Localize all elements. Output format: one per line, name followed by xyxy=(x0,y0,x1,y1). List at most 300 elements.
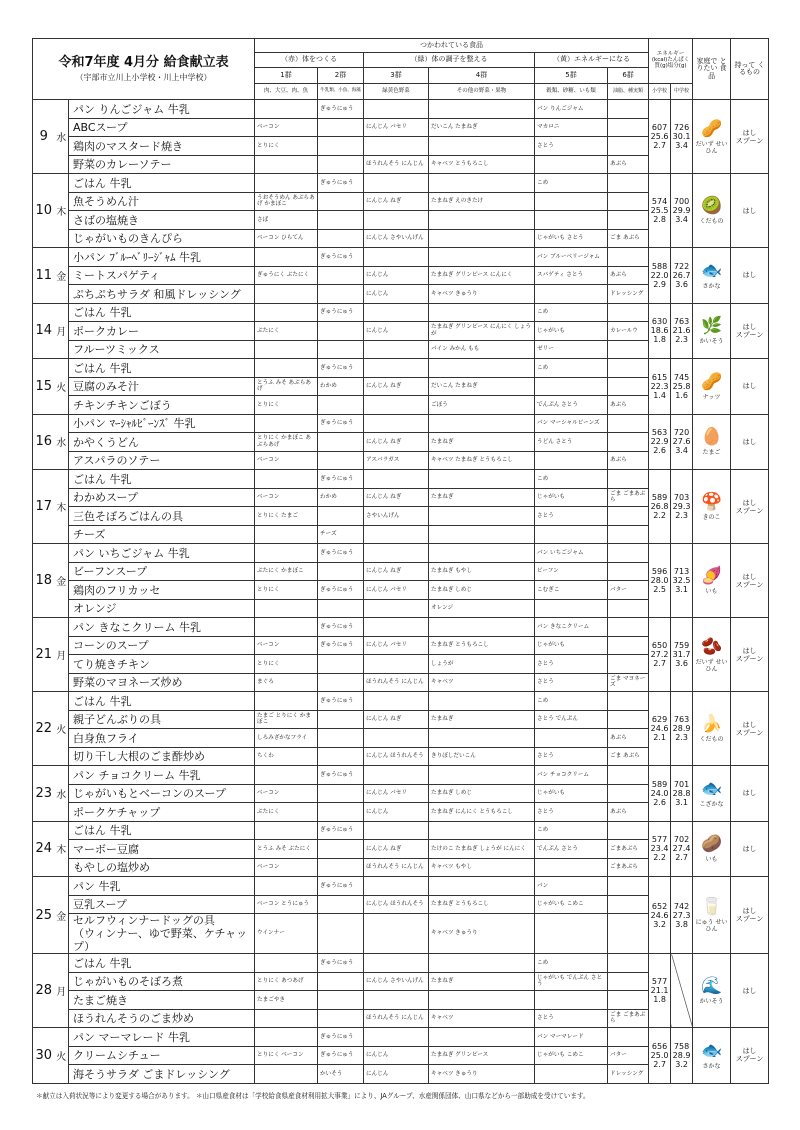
menu-item: ポークケチャップ xyxy=(69,803,255,822)
group-6-ingredients xyxy=(608,174,649,193)
group-5-ingredients: パン いちごジャム xyxy=(535,544,608,563)
group-3-ingredients: ほうれんそう にんじん xyxy=(364,858,429,877)
menu-item: わかめスープ xyxy=(69,488,255,507)
group-4-ingredients: たまねぎ xyxy=(429,972,535,991)
group-5-ingredients: さとう xyxy=(535,655,608,674)
group-6-ingredients xyxy=(608,914,649,954)
group-4-ingredients xyxy=(429,954,535,973)
menu-row xyxy=(33,618,769,637)
group-2-ingredients xyxy=(318,155,364,174)
bring-header: 持って くるもの xyxy=(731,39,769,100)
energy-value: 702 xyxy=(673,835,690,845)
nutrition-junior-high xyxy=(671,248,693,304)
menu-item: 親子どんぶりの具 xyxy=(69,710,255,729)
home-food-cell xyxy=(693,1028,731,1084)
nutrition-junior-high xyxy=(671,470,693,544)
menu-item: クリームシチュー xyxy=(69,1046,255,1065)
group-1-ingredients: とうふ みそ ぶたにく xyxy=(255,840,318,859)
group-4-ingredients: だいこん たまねぎ xyxy=(429,118,535,137)
group-4-ingredients: たまねぎ とうもろこし xyxy=(429,636,535,655)
home-food-cell xyxy=(693,692,731,766)
group-5-ingredients xyxy=(535,211,608,230)
menu-item: ポークカレー xyxy=(69,322,255,341)
group-1-ingredients xyxy=(255,1028,318,1047)
menu-item: チーズ xyxy=(69,525,255,544)
protein-value: 28.0 xyxy=(650,576,669,585)
energy-value: 745 xyxy=(673,372,690,382)
group-3-ingredients xyxy=(364,544,429,563)
group-4-ingredients xyxy=(429,729,535,748)
energy-value: 650 xyxy=(651,641,668,650)
food-icon: 🥝 xyxy=(700,196,723,216)
nutrition-junior-high xyxy=(671,692,693,766)
group-3-ingredients: にんじん ねぎ xyxy=(364,840,429,859)
food-icon: 🥚 xyxy=(700,427,723,448)
group-2-ingredients xyxy=(318,803,364,822)
salt-value: 1.8 xyxy=(653,335,666,345)
group-3-ingredients xyxy=(364,525,429,544)
group-1-ingredients: たまごやき xyxy=(255,991,318,1010)
group-4-ingredients xyxy=(429,100,535,119)
group-4-ingredients xyxy=(429,821,535,840)
group-1-ingredients: とりにく xyxy=(255,655,318,674)
menu-item: 豆腐のみそ汁 xyxy=(69,377,255,396)
group-5-ingredients: こめ xyxy=(535,359,608,378)
nutrition-elementary xyxy=(649,544,671,618)
group-2-ingredients xyxy=(318,211,364,230)
group-2-ingredients xyxy=(318,710,364,729)
protein-value: 26.8 xyxy=(650,502,669,511)
group-1-ingredients: ベーコン xyxy=(255,858,318,877)
group-2-ingredients: ぎゅうにゅう xyxy=(318,470,364,489)
group-6-ingredients xyxy=(608,470,649,489)
nutrition-elementary xyxy=(649,359,671,415)
menu-item: 魚そうめん汁 xyxy=(69,192,255,211)
protein-value: 25.6 xyxy=(650,132,669,141)
group-3-ingredients xyxy=(364,248,429,267)
group-4-ingredients xyxy=(429,1028,535,1047)
group-6-ingredients xyxy=(608,340,649,359)
group-3-ingredients: にんじん ねぎ xyxy=(364,562,429,581)
salt-value: 3.6 xyxy=(675,659,688,668)
group-3-ingredients: にんじん ねぎ xyxy=(364,433,429,452)
group-6-ingredients: ごまあぶら xyxy=(608,858,649,877)
red-group-header: （赤）体をつくる xyxy=(255,53,364,68)
salt-value: 3.4 xyxy=(675,215,688,224)
food-icon: 🐟 xyxy=(700,260,723,281)
group-4-ingredients xyxy=(429,137,535,156)
nutrition-elementary xyxy=(649,877,671,954)
group-3-ingredients: アスパラガス xyxy=(364,451,429,470)
menu-item: たまご焼き xyxy=(69,991,255,1010)
food-icon: 🫘 xyxy=(700,636,723,657)
home-food-cell xyxy=(693,821,731,877)
energy-value: 577 xyxy=(651,835,668,845)
group-1-ingredients: ベーコン xyxy=(255,488,318,507)
group-3-ingredients: にんじん パセリ xyxy=(364,784,429,803)
group-2-ingredients xyxy=(318,433,364,452)
group-5-ingredients: パン xyxy=(535,877,608,896)
group-3-ingredients xyxy=(364,991,429,1010)
group-3-ingredients xyxy=(364,692,429,711)
menu-item: パン きなこクリーム 牛乳 xyxy=(69,618,255,637)
group-5-ingredients xyxy=(535,155,608,174)
group-4-ingredients: ごぼう xyxy=(429,396,535,415)
group-2-ingredients: ぎゅうにゅう xyxy=(318,414,364,433)
group-1-ingredients: ベーコン xyxy=(255,636,318,655)
protein-value: 24.0 xyxy=(650,788,669,798)
day-number: 24 xyxy=(33,821,55,877)
junior-high-header: 中学校 xyxy=(671,84,693,100)
group-1-ingredients: とりにく xyxy=(255,137,318,156)
nutrition-elementary xyxy=(649,766,671,822)
group-6-ingredients xyxy=(608,359,649,378)
group-3-ingredients xyxy=(364,618,429,637)
energy-value: 630 xyxy=(651,317,668,327)
group-5-ingredients: じゃがいも こめこ xyxy=(535,1046,608,1065)
weekday: 金 xyxy=(55,248,69,304)
group-6-ingredients xyxy=(608,991,649,1010)
menu-item: 野菜のマヨネーズ炒め xyxy=(69,673,255,692)
salt-value: 3.1 xyxy=(675,797,688,807)
menu-row xyxy=(33,359,769,378)
group-4-desc: その他の野菜・果物 xyxy=(429,84,535,100)
bring-items: はし xyxy=(731,821,769,877)
group-1-ingredients: ぎゅうにく ぶたにく xyxy=(255,266,318,285)
day-number: 17 xyxy=(33,470,55,544)
group-2-ingredients: ぎゅうにゅう xyxy=(318,581,364,600)
group-5-ingredients: さとう xyxy=(535,747,608,766)
group-6-ingredients xyxy=(608,766,649,785)
weekday: 金 xyxy=(55,877,69,954)
group-1-ingredients: ベーコン xyxy=(255,451,318,470)
energy-value: 652 xyxy=(651,901,668,911)
group-5-ingredients: パン チョコクリーム xyxy=(535,766,608,785)
group-3-desc: 緑黄色野菜 xyxy=(364,84,429,100)
protein-value: 26.7 xyxy=(672,270,691,280)
group-2-ingredients: ぎゅうにゅう xyxy=(318,1028,364,1047)
group-6-ingredients: あぶら xyxy=(608,451,649,470)
group-5-ingredients xyxy=(535,729,608,748)
group-2-ingredients: ぎゅうにゅう xyxy=(318,303,364,322)
menu-item: オレンジ xyxy=(69,599,255,618)
home-food-cell xyxy=(693,618,731,692)
group-3-ingredients: にんじん ねぎ xyxy=(364,192,429,211)
group-4-ingredients: キャベツ たまねぎ とうもろこし xyxy=(429,451,535,470)
energy-value: 588 xyxy=(651,261,668,271)
weekday: 火 xyxy=(55,359,69,415)
group-6-ingredients xyxy=(608,1028,649,1047)
salt-value: 2.3 xyxy=(675,511,688,520)
group-2-ingredients xyxy=(318,118,364,137)
food-icon: 🍠 xyxy=(700,566,723,586)
day-number: 15 xyxy=(33,359,55,415)
group-4-ingredients: オレンジ xyxy=(429,599,535,618)
energy-value: 700 xyxy=(673,197,690,206)
nutrition-junior-high xyxy=(671,877,693,954)
energy-value: 742 xyxy=(673,901,690,911)
menu-item: 海そうサラダ ごまドレッシング xyxy=(69,1065,255,1084)
food-icon: 🌿 xyxy=(700,316,723,337)
home-food-cell xyxy=(693,174,731,248)
group-2-ingredients xyxy=(318,562,364,581)
menu-item: てり焼きチキン xyxy=(69,655,255,674)
group-1-ingredients: ベーコン とうにゅう xyxy=(255,895,318,914)
energy-value: 720 xyxy=(673,428,690,438)
group-5-ingredients: パン マーマレード xyxy=(535,1028,608,1047)
group-2-ingredients xyxy=(318,655,364,674)
group-4-ingredients: パイン みかん もも xyxy=(429,340,535,359)
menu-item: ほうれんそうのごま炒め xyxy=(69,1009,255,1028)
group-4-ingredients: キャベツ とうもろこし xyxy=(429,155,535,174)
salt-value: 3.8 xyxy=(675,919,688,929)
protein-value: 24.6 xyxy=(650,910,669,920)
group-5-ingredients: さとう xyxy=(535,137,608,156)
day-number: 30 xyxy=(33,1028,55,1084)
group-4-ingredients xyxy=(429,618,535,637)
menu-table xyxy=(32,38,769,1084)
weekday: 月 xyxy=(55,303,69,359)
group-1-ingredients: ちくわ xyxy=(255,747,318,766)
home-food-label: だいず せいひん xyxy=(695,658,728,673)
group-4-ingredients: たまねぎ xyxy=(429,433,535,452)
group-6-ingredients: ごま マヨネーズ xyxy=(608,673,649,692)
group-1-ingredients: しろみざかなフライ xyxy=(255,729,318,748)
home-food-label: ナッツ xyxy=(702,393,721,401)
group-6-ingredients: カレールウ xyxy=(608,322,649,341)
group-1-ingredients xyxy=(255,954,318,973)
menu-item: ごはん 牛乳 xyxy=(69,470,255,489)
bring-items: はし xyxy=(731,248,769,304)
group-5-ingredients: じゃがいも さとう xyxy=(535,229,608,248)
energy-value: 763 xyxy=(673,715,690,724)
weekday: 木 xyxy=(55,174,69,248)
group-6-ingredients xyxy=(608,525,649,544)
group-5-ingredients: さとう xyxy=(535,803,608,822)
group-1-ingredients xyxy=(255,1065,318,1084)
salt-value: 2.5 xyxy=(653,585,666,594)
group-4-ingredients xyxy=(429,877,535,896)
group-4-ingredients xyxy=(429,525,535,544)
salt-value: 1.6 xyxy=(675,390,688,400)
weekday: 火 xyxy=(55,692,69,766)
bring-items: はし xyxy=(731,766,769,822)
group-1-ingredients xyxy=(255,174,318,193)
group-2-ingredients xyxy=(318,137,364,156)
nutrition-elementary xyxy=(649,303,671,359)
group-4-ingredients: キャベツ きゅうり xyxy=(429,1065,535,1084)
group-5-ingredients: こめ xyxy=(535,174,608,193)
home-food-label: くだもの xyxy=(699,218,724,225)
energy-value: 722 xyxy=(673,261,690,271)
nutrition-elementary xyxy=(649,692,671,766)
menu-row xyxy=(33,1028,769,1047)
group-1-ingredients: ベーコン xyxy=(255,784,318,803)
group-6-ingredients: あぶら xyxy=(608,266,649,285)
group-2-ingredients xyxy=(318,784,364,803)
nutrition-junior-high xyxy=(671,303,693,359)
nutrition-junior-high xyxy=(671,618,693,692)
salt-value: 3.1 xyxy=(675,585,688,594)
salt-value: 2.7 xyxy=(653,1059,666,1069)
protein-value: 27.6 xyxy=(672,437,691,447)
group-3-ingredients xyxy=(364,877,429,896)
bring-items: はし スプーン xyxy=(731,692,769,766)
group-3-ingredients: にんじん ねぎ xyxy=(364,488,429,507)
group-1-ingredients: ベーコン xyxy=(255,118,318,137)
group-1-ingredients xyxy=(255,340,318,359)
menu-item: ごはん 牛乳 xyxy=(69,303,255,322)
group-6-ingredients xyxy=(608,544,649,563)
group-2-ingredients xyxy=(318,322,364,341)
nutrition-junior-high xyxy=(671,766,693,822)
used-foods-header: つかわれている食品 xyxy=(255,39,649,53)
protein-value: 22.3 xyxy=(650,381,669,391)
salt-value: 1.4 xyxy=(653,390,666,400)
group-5-ingredients: パン マーシャルビーンズ xyxy=(535,414,608,433)
group-6-ingredients xyxy=(608,303,649,322)
group-1-ingredients: ウインナー xyxy=(255,914,318,954)
weekday: 月 xyxy=(55,954,69,1028)
bring-items: はし xyxy=(731,174,769,248)
nutrition-junior-high xyxy=(671,544,693,618)
group-5-ingredients: ゼリー xyxy=(535,340,608,359)
group-1-ingredients: ぶたにく xyxy=(255,803,318,822)
salt-value: 1.8 xyxy=(653,995,666,1004)
group-4-ingredients: キャベツ きゅうり xyxy=(429,285,535,304)
group-1-ingredients: とりにく xyxy=(255,581,318,600)
home-food-label: だいず せいひん xyxy=(695,140,728,155)
group-2-ingredients: ぎゅうにゅう xyxy=(318,692,364,711)
menu-item: コーンのスープ xyxy=(69,636,255,655)
salt-value: 3.6 xyxy=(675,279,688,289)
home-food-label: たまご xyxy=(702,449,721,457)
group-5-ingredients: さとう xyxy=(535,1009,608,1028)
group-6-ingredients xyxy=(608,710,649,729)
group-3-ingredients xyxy=(364,211,429,230)
group-4-ingredients: たまねぎ しめじ xyxy=(429,784,535,803)
bring-items: はし xyxy=(731,359,769,415)
group-2-ingredients xyxy=(318,340,364,359)
protein-value: 30.1 xyxy=(672,132,691,141)
group-4-ingredients xyxy=(429,248,535,267)
group-1-ingredients: とりにく かまぼこ あぶらあげ xyxy=(255,433,318,452)
protein-value: 29.3 xyxy=(672,502,691,511)
protein-value: 31.7 xyxy=(672,650,691,659)
group-4-ingredients: キャベツ xyxy=(429,1009,535,1028)
group-2-ingredients xyxy=(318,858,364,877)
nutrition-elementary xyxy=(649,954,671,1028)
nutrition-junior-high xyxy=(671,821,693,877)
menu-row xyxy=(33,414,769,433)
group-1-ingredients: まぐろ xyxy=(255,673,318,692)
protein-value: 21.1 xyxy=(650,986,669,995)
group-1-ingredients: とりにく ベーコン xyxy=(255,1046,318,1065)
home-food-label: きのこ xyxy=(702,514,721,521)
group-1-ingredients: ぶたにく かまぼこ xyxy=(255,562,318,581)
group-6-ingredients: ごま ごまあぶら xyxy=(608,1009,649,1028)
group-4-ingredients: きりぼしだいこん xyxy=(429,747,535,766)
nutrition-junior-high xyxy=(671,100,693,174)
group-3-ingredients: にんじん ほうれんそう xyxy=(364,747,429,766)
home-food-cell xyxy=(693,877,731,954)
group-3-ingredients xyxy=(364,470,429,489)
group-3-ingredients xyxy=(364,1028,429,1047)
group-4-ingredients xyxy=(429,544,535,563)
group-3-ingredients xyxy=(364,100,429,119)
group-1-ingredients: さば xyxy=(255,211,318,230)
group-3-ingredients: にんじん xyxy=(364,285,429,304)
group-2-ingredients: ぎゅうにゅう xyxy=(318,248,364,267)
salt-value: 2.8 xyxy=(653,215,666,224)
nutrition-elementary xyxy=(649,174,671,248)
group-6-ingredients xyxy=(608,377,649,396)
group-5-ingredients: こめ xyxy=(535,954,608,973)
home-food-cell xyxy=(693,248,731,304)
menu-item: ごはん 牛乳 xyxy=(69,821,255,840)
group-4-ingredients xyxy=(429,303,535,322)
menu-item: マーボー豆腐 xyxy=(69,840,255,859)
group-3-ingredients: にんじん パセリ xyxy=(364,636,429,655)
group-1: 1群 xyxy=(255,68,318,84)
nutrition-junior-high xyxy=(671,174,693,248)
group-4-ingredients: たまねぎ xyxy=(429,488,535,507)
bring-items: はし スプーン xyxy=(731,544,769,618)
menu-item: じゃがいものそぼろ煮 xyxy=(69,972,255,991)
home-food-label: いも xyxy=(705,588,718,595)
food-icon: 🍄 xyxy=(700,492,723,512)
menu-sheet xyxy=(32,38,768,1084)
group-6-ingredients: ごま あぶら xyxy=(608,229,649,248)
menu-item: フルーツミックス xyxy=(69,340,255,359)
group-2-desc: 牛乳類、小魚、海藻 xyxy=(318,84,364,100)
group-2-ingredients: チーズ xyxy=(318,525,364,544)
group-3-ingredients xyxy=(364,359,429,378)
group-2-ingredients: ぎゅうにゅう xyxy=(318,544,364,563)
group-6-ingredients xyxy=(608,433,649,452)
title-cell xyxy=(33,39,255,100)
group-5-ingredients: マカロニ xyxy=(535,118,608,137)
group-3-ingredients: にんじん ねぎ xyxy=(364,710,429,729)
group-6-ingredients xyxy=(608,821,649,840)
group-2-ingredients: ぎゅうにゅう xyxy=(318,618,364,637)
bring-items: はし スプーン xyxy=(731,303,769,359)
group-2-ingredients xyxy=(318,451,364,470)
group-3-ingredients xyxy=(364,914,429,954)
bring-items: はし スプーン xyxy=(731,470,769,544)
home-food-label: いも xyxy=(705,856,718,864)
group-2-ingredients: ぎゅうにゅう xyxy=(318,100,364,119)
energy-value: 589 xyxy=(651,779,668,789)
menu-item: ごはん 牛乳 xyxy=(69,174,255,193)
group-5-ingredients: さとう でんぷん xyxy=(535,710,608,729)
group-6-ingredients xyxy=(608,414,649,433)
group-2-ingredients xyxy=(318,729,364,748)
weekday: 火 xyxy=(55,1028,69,1084)
bring-items: はし スプーン xyxy=(731,618,769,692)
protein-value: 27.3 xyxy=(672,910,691,920)
group-2-ingredients: ぎゅうにゅう xyxy=(318,636,364,655)
group-3-ingredients: にんじん xyxy=(364,803,429,822)
group-4-ingredients: キャベツ xyxy=(429,673,535,692)
group-3-ingredients xyxy=(364,954,429,973)
group-6-ingredients xyxy=(608,192,649,211)
group-1-ingredients: たまご とりにく かまぼこ xyxy=(255,710,318,729)
group-5-ingredients xyxy=(535,451,608,470)
group-4-ingredients xyxy=(429,211,535,230)
weekday: 金 xyxy=(55,544,69,618)
menu-row xyxy=(33,100,769,119)
